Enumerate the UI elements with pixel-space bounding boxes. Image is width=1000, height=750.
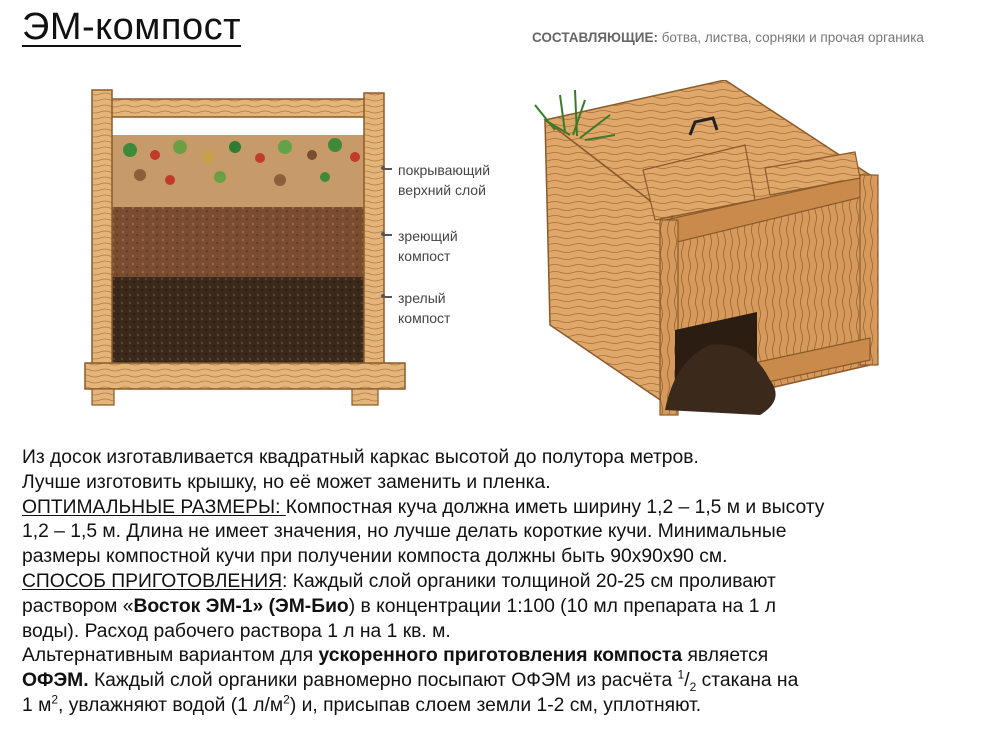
description-text xyxy=(22,446,987,719)
text-span: ) в концентрации 1:100 (10 мл препарата на 1 л xyxy=(348,595,777,617)
page-title: ЭМ-компост xyxy=(22,6,242,48)
text-span: раствором « xyxy=(22,595,134,617)
subtitle-label: СОСТАВЛЯЮЩИЕ: xyxy=(532,30,658,45)
superscript: 2 xyxy=(283,692,290,707)
text-line xyxy=(22,644,987,669)
layer-label-bottom xyxy=(398,288,450,328)
layer-label-middle xyxy=(398,226,458,266)
text-line xyxy=(22,520,987,545)
fraction-slash: / xyxy=(684,670,690,692)
text-span: Лучше изготовить крышку, но её может заменить и пленка. xyxy=(22,471,551,493)
pointer-dot xyxy=(384,234,392,236)
text-span: воды). Расход рабочего раствора 1 л на 1 кв. м. xyxy=(22,620,451,642)
pointer-dot xyxy=(384,296,392,298)
superscript: 2 xyxy=(51,692,59,707)
fraction-numerator: 1 xyxy=(677,667,685,682)
text-span: , увлажняют водой (1 л/м xyxy=(58,694,284,716)
text-span: Каждый слой органики равномерно посыпают ОФЭМ из расчёта xyxy=(88,670,678,692)
text-span: : Каждый слой органики толщиной 20-25 см проливают xyxy=(282,570,776,592)
product-name-bold: ОФЭМ. xyxy=(22,670,89,692)
text-span: 1,2 – 1,5 м. Длина не имеет значения, но лучше делать короткие кучи. Минимальные xyxy=(22,521,787,543)
layer-label-line2: компост xyxy=(398,310,451,326)
layer-label-line1: зреющий xyxy=(398,228,458,244)
text-line xyxy=(22,471,987,496)
section-heading-method: СПОСОБ ПРИГОТОВЛЕНИЯ xyxy=(22,570,282,592)
layer-label-line2: верхний слой xyxy=(398,182,486,198)
text-line xyxy=(22,669,987,694)
text-line xyxy=(22,620,987,645)
text-span: 1 м xyxy=(22,694,52,716)
text-span: стакана на xyxy=(696,670,799,692)
text-line xyxy=(22,496,987,521)
section-heading-sizes: ОПТИМАЛЬНЫЕ РАЗМЕРЫ: xyxy=(22,496,286,518)
text-span: ) и, присыпав слоем земли 1-2 см, уплотняют. xyxy=(289,694,702,716)
text-span: Альтернативным вариантом для xyxy=(22,645,319,667)
compost-box-illustration xyxy=(525,80,905,420)
layer-label-top xyxy=(398,160,490,200)
fraction-denominator: 2 xyxy=(689,680,697,695)
emphasis-bold: ускоренного приготовления компоста xyxy=(318,645,683,667)
text-line xyxy=(22,545,987,570)
layer-label-line1: покрывающий xyxy=(398,162,491,178)
pointer-dot xyxy=(384,168,392,170)
text-line xyxy=(22,694,987,719)
text-span: размеры компостной кучи при получении компоста должны быть 90х90х90 см. xyxy=(22,546,728,568)
layer-label-line2: компост xyxy=(398,248,451,264)
layer-label-line1: зрелый xyxy=(398,290,446,306)
text-span: является xyxy=(682,645,769,667)
text-span: Из досок изготавливается квадратный каркас высотой до полутора метров. xyxy=(22,447,699,468)
text-line xyxy=(22,446,987,471)
product-name-bold: Восток ЭМ-1» (ЭМ-Био xyxy=(133,595,349,617)
subtitle-text: ботва, листва, сорняки и прочая органика xyxy=(657,30,924,45)
subtitle xyxy=(532,30,924,45)
text-span: Компостная куча должна иметь ширину 1,2 – 1,5 м и высоту xyxy=(285,496,825,518)
text-line xyxy=(22,570,987,595)
text-line xyxy=(22,595,987,620)
